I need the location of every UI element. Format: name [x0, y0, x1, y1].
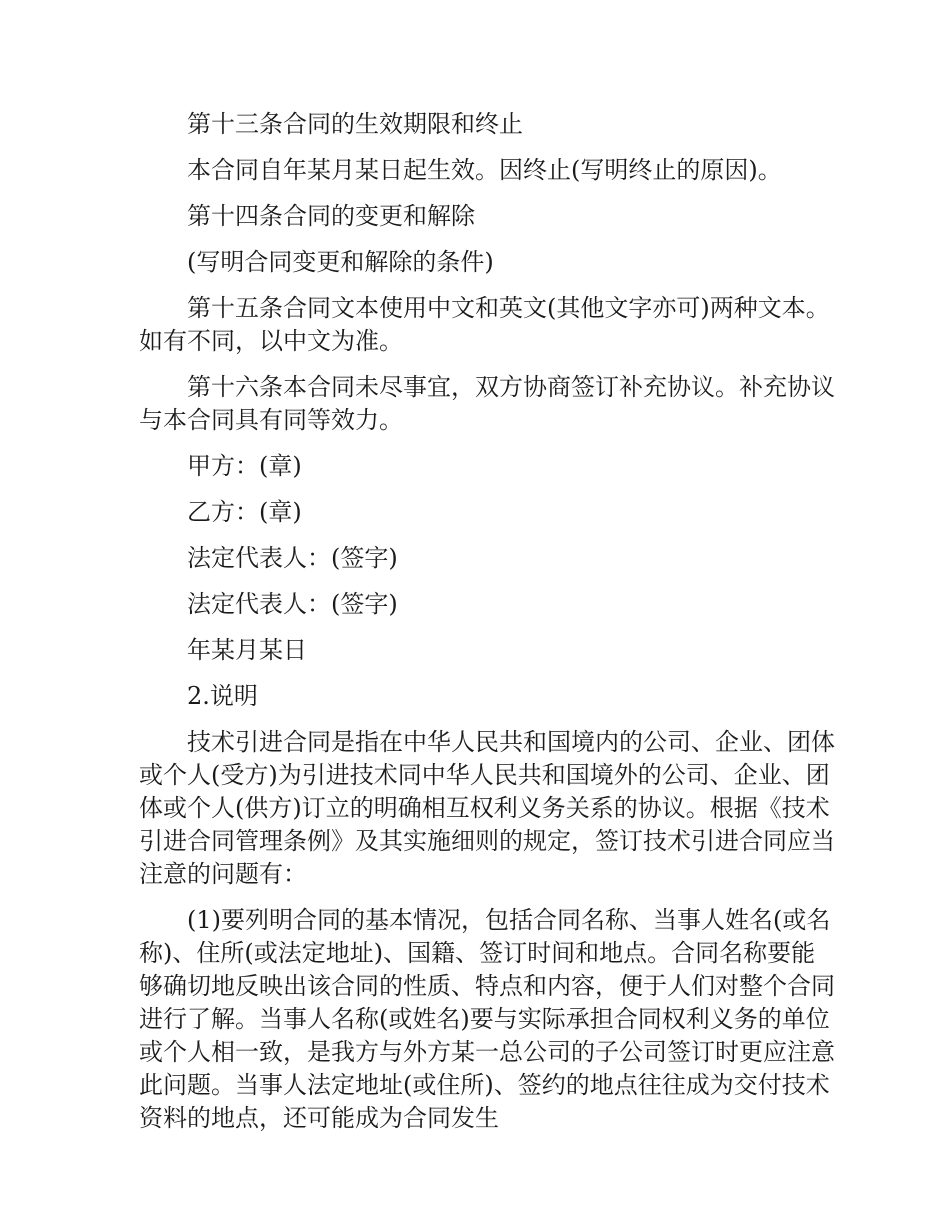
section-heading-explanation: 2.说明: [187, 682, 258, 710]
legal-rep-signature-b: 法定代表人：(签字): [187, 590, 398, 618]
legal-rep-signature-a: 法定代表人：(签字): [187, 544, 398, 572]
article-16-text: 第十六条本合同未尽事宜，双方协商签订补充协议。补充协议与本合同具有同等效力。: [139, 373, 835, 434]
article-15-text: 第十五条合同文本使用中文和英文(其他文字亦可)两种文本。如有不同，以中文为准。: [139, 294, 830, 355]
article-14-heading: 第十四条合同的变更和解除: [187, 202, 475, 230]
document-body: [139, 108, 839, 1148]
article-14-text: (写明合同变更和解除的条件): [187, 248, 494, 276]
party-b-seal: 乙方：(章): [187, 498, 302, 526]
party-a-seal: 甲方：(章): [187, 452, 302, 480]
article-13-text: 本合同自年某月某日起生效。因终止(写明终止的原因)。: [187, 156, 782, 184]
signing-date: 年某月某日: [187, 636, 307, 664]
explanation-intro: 技术引进合同是指在中华人民共和国境内的公司、企业、团体或个人(受方)为引进技术同中华人民共和国境外的公司、企业、团体或个人(供方)订立的明确相互权利义务关系的协议。根据《技术引进合同管理条例》及其实施细则的规定，签订技术引进合同应当注意的问题有：: [139, 728, 835, 888]
article-13-heading: 第十三条合同的生效期限和终止: [187, 110, 523, 138]
explanation-item-1: (1)要列明合同的基本情况，包括合同名称、当事人姓名(或名称)、住所(或法定地址)、国籍、签订时间和地点。合同名称要能够确切地反映出该合同的性质、特点和内容，便于人们对整个合同进行了解。当事人名称(或姓名)要与实际承担合同权利义务的单位或个人相一致，是我方与外方某一总公司的子公司签订时更应注意此问题。当事人法定地址(或住所)、签约的地点往往成为交付技术资料的地点，还可能成为合同发生: [139, 906, 835, 1132]
